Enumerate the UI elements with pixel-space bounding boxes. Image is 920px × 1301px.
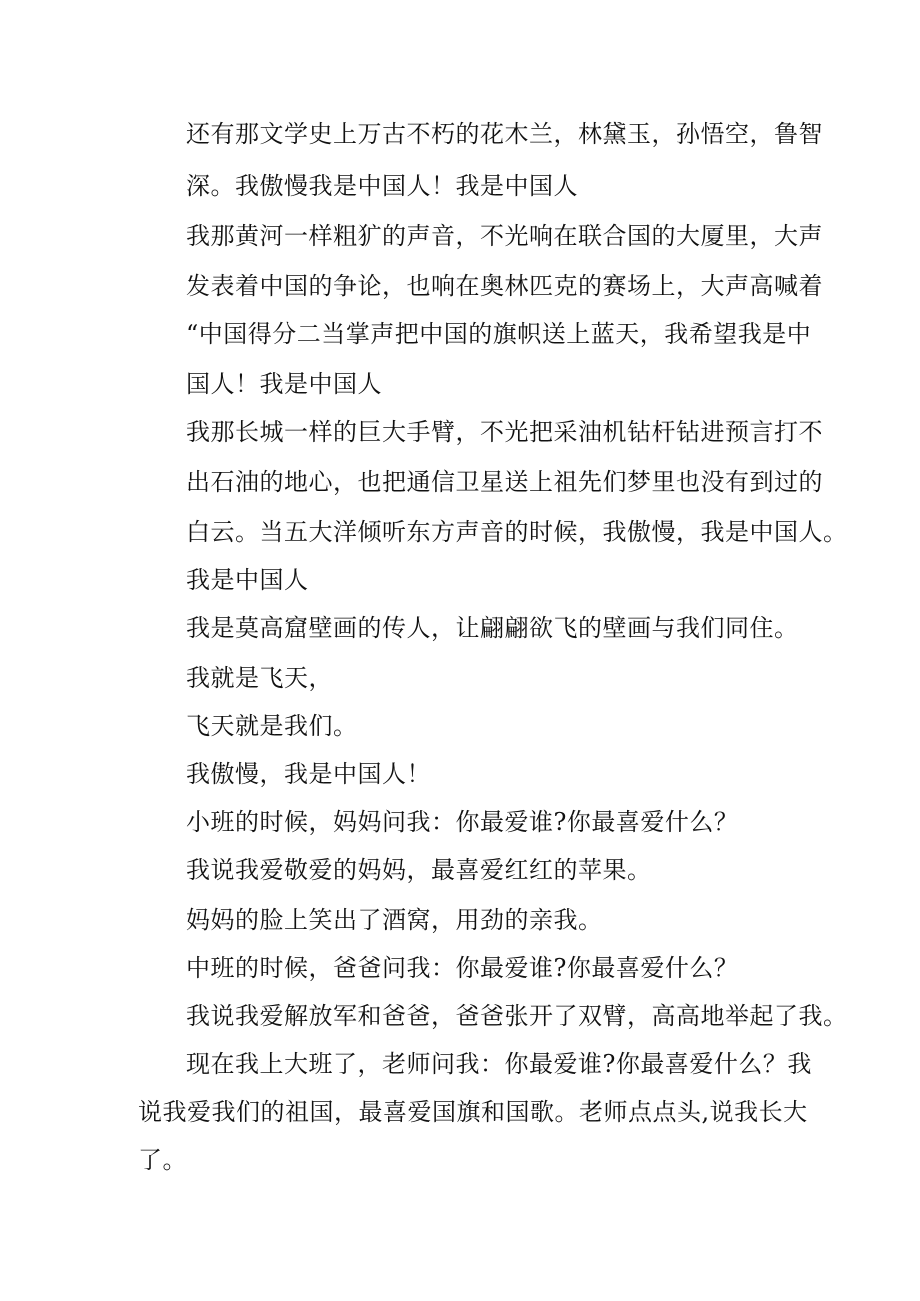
text-line: 我那黄河一样粗犷的声音，不光响在联合国的大厦里，大声 <box>186 222 823 250</box>
text-line: 我是中国人 <box>186 566 309 594</box>
text-line: 妈妈的脸上笑出了酒窝，用劲的亲我。 <box>186 906 603 934</box>
text-line: 出石油的地心，也把通信卫星送上祖先们梦里也没有到过的 <box>186 468 823 496</box>
text-line: 我说我爱解放军和爸爸，爸爸张开了双臂，高高地举起了我。 <box>186 1002 848 1030</box>
text-line: 我说我爱敬爱的妈妈，最喜爱红红的苹果。 <box>186 856 652 884</box>
text-line: “中国得分二当掌声把中国的旗帜送上蓝天，我希望我是中 <box>186 320 812 348</box>
text-line: 还有那文学史上万古不朽的花木兰，林黛玉，孙悟空，鲁智 <box>186 120 823 148</box>
text-line: 我就是飞天， <box>186 664 333 692</box>
text-line: 发表着中国的争论，也响在奥林匹克的赛场上，大声高喊着 <box>186 272 823 300</box>
text-line: 我那长城一样的巨大手臂，不光把采油机钻杆钻进预言打不 <box>186 418 823 446</box>
text-line: 国人！我是中国人 <box>186 370 382 398</box>
text-line: 飞天就是我们。 <box>186 712 358 740</box>
text-line: 深。我傲慢我是中国人！我是中国人 <box>186 172 578 200</box>
text-line: 现在我上大班了，老师问我：你最爱谁?你最喜爱什么？我 <box>186 1050 812 1078</box>
text-line: 白云。当五大洋倾听东方声音的时候，我傲慢，我是中国人。 <box>186 518 848 546</box>
text-line: 了。 <box>138 1146 187 1174</box>
text-line: 说我爱我们的祖国，最喜爱国旗和国歌。老师点点头,说我长大 <box>138 1098 808 1126</box>
text-line: 中班的时候，爸爸问我：你最爱谁?你最喜爱什么？ <box>186 954 739 982</box>
text-line: 我是莫高窟壁画的传人，让翩翩欲飞的壁画与我们同住。 <box>186 614 799 642</box>
text-line: 我傲慢，我是中国人！ <box>186 760 431 788</box>
text-line: 小班的时候，妈妈问我：你最爱谁?你最喜爱什么？ <box>186 808 739 836</box>
